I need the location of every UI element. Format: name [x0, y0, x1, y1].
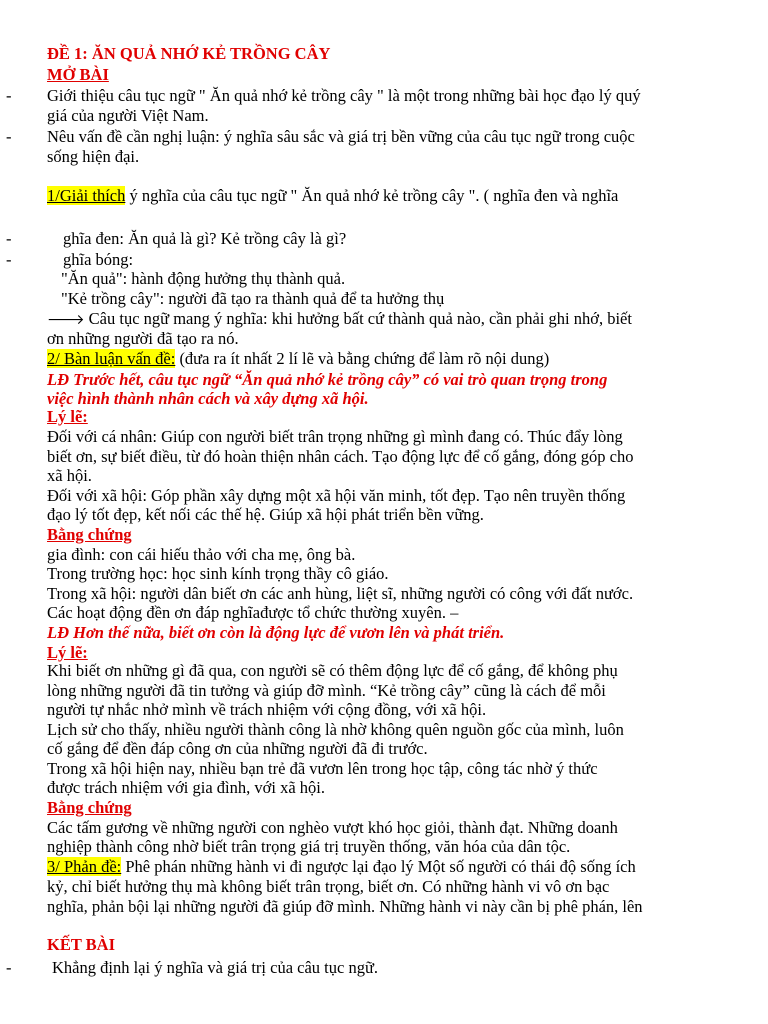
mo-bai-item-1-line-2: giá của người Việt Nam. — [47, 106, 209, 125]
ly-le-2-line: Lịch sử cho thấy, nhiều người thành công là nhờ không quên nguồn gốc của mình, luôn — [47, 720, 624, 739]
ban-luan-label: 2/ Bàn luận vấn đề: — [47, 349, 176, 368]
ly-le-heading: Lý lẽ: — [47, 643, 88, 662]
ban-luan-text: (đưa ra ít nhất 2 lí lẽ và bằng chứng để làm rõ nội dung) — [175, 349, 550, 368]
conclusion-line-2: ơn những người đã tạo ra nó. — [47, 329, 239, 348]
bullet-dash: - — [6, 958, 12, 977]
bang-chung-heading: Bằng chứng — [47, 798, 132, 817]
giai-thich-line — [47, 186, 618, 206]
bullet-dash: - — [6, 127, 12, 146]
mo-bai-item-2-line-2: sống hiện đại. — [47, 147, 140, 166]
bang-chung-2-line: Các tấm gương về những người con nghèo vượt khó học giỏi, thành đạt. Những doanh — [47, 818, 618, 837]
bang-chung-1-line: Trong xã hội: người dân biết ơn các anh hùng, liệt sĩ, những người có công với đất nước. — [47, 584, 634, 603]
luan-diem-2: LĐ Hơn thế nữa, biết ơn còn là động lực để vươn lên và phát triển. — [47, 623, 505, 642]
ket-bai-item: Khẳng định lại ý nghĩa và giá trị của câu tục ngữ. — [52, 958, 379, 977]
nghia-den: ghĩa đen: Ăn quả là gì? Kẻ trồng cây là gì? — [63, 229, 347, 248]
ket-bai-heading: KẾT BÀI — [47, 935, 116, 954]
arrow-right-icon: 🡒 — [47, 312, 85, 328]
an-qua-definition: "Ăn quả": hành động hưởng thụ thành quả. — [61, 269, 346, 288]
bang-chung-1-line: gia đình: con cái hiếu thảo với cha mẹ, ông bà. — [47, 545, 356, 564]
ly-le-2-line: được trách nhiệm với gia đình, với xã hội. — [47, 778, 325, 797]
bang-chung-1-line: Trong trường học: học sinh kính trọng thầy cô giáo. — [47, 564, 389, 583]
conclusion-text: Câu tục ngữ mang ý nghĩa: khi hưởng bất cứ thành quả nào, cần phải ghi nhớ, biết — [84, 309, 632, 328]
ly-le-1-line: đạo lý tốt đẹp, kết nối các thế hệ. Giúp xã hội phát triển bền vững. — [47, 505, 484, 524]
phan-de-line-3: nghĩa, phản bội lại những người đã giúp đỡ mình. Những hành vi này cần bị phê phán, lên — [47, 897, 643, 916]
bang-chung-heading: Bằng chứng — [47, 525, 132, 544]
bang-chung-1-line: Các hoạt động đền ơn đáp nghĩađược tổ chức thường xuyên. – — [47, 603, 459, 622]
bang-chung-2-line: nghiệp thành công nhờ biết trân trọng giá trị truyền thống, văn hóa của dân tộc. — [47, 837, 571, 856]
ban-luan-line — [47, 349, 549, 369]
ly-le-1-line: xã hội. — [47, 466, 92, 485]
ly-le-2-line: Trong xã hội hiện nay, nhiều bạn trẻ đã vươn lên trong học tập, công tác nhờ ý thức — [47, 759, 598, 778]
nghia-bong: ghĩa bóng: — [63, 250, 134, 269]
ly-le-1-line: Đối với xã hội: Góp phần xây dựng một xã hội văn minh, tốt đẹp. Tạo nên truyền thống — [47, 486, 626, 505]
ly-le-2-line: lòng những người đã tin tưởng và giúp đỡ mình. “Kẻ trồng cây” cũng là cách để mỗi — [47, 681, 606, 700]
phan-de-text: Phê phán những hành vi đi ngược lại đạo lý Một số người có thái độ sống ích — [121, 857, 636, 876]
mo-bai-item-1-line-1: Giới thiệu câu tục ngữ " Ăn quả nhớ kẻ trồng cây " là một trong những bài học đạo lý quý — [47, 86, 641, 105]
mo-bai-heading: MỞ BÀI — [47, 65, 109, 84]
document-title: ĐỀ 1: ĂN QUẢ NHỚ KẺ TRỒNG CÂY — [47, 44, 331, 63]
mo-bai-item-2-line-1: Nêu vấn đề cần nghị luận: ý nghĩa sâu sắc và giá trị bền vững của câu tục ngữ trong cuộc — [47, 127, 635, 146]
bullet-dash: - — [6, 86, 12, 105]
ke-trong-cay-definition: "Kẻ trồng cây": người đã tạo ra thành quả để ta hưởng thụ — [61, 289, 445, 308]
bullet-dash: - — [6, 250, 12, 269]
ly-le-2-line: Khi biết ơn những gì đã qua, con người sẽ có thêm động lực để cố gắng, để không phụ — [47, 661, 618, 680]
ly-le-1-line: Đối với cá nhân: Giúp con người biết trân trọng những gì mình đang có. Thúc đẩy lòng — [47, 427, 623, 446]
ly-le-heading: Lý lẽ: — [47, 407, 88, 426]
luan-diem-1-line-1: LĐ Trước hết, câu tục ngữ “Ăn quả nhớ kẻ trồng cây” có vai trò quan trọng trong — [47, 370, 608, 389]
conclusion-line-1 — [47, 309, 632, 330]
phan-de-line-2: kỷ, chỉ biết hưởng thụ mà không biết trân trọng, biết ơn. Có những hành vi vô ơn bạc — [47, 877, 610, 896]
phan-de-line-1 — [47, 857, 636, 877]
luan-diem-1-line-2: việc hình thành nhân cách và xây dựng xã hội. — [47, 389, 369, 408]
giai-thich-text: ý nghĩa của câu tục ngữ " Ăn quả nhớ kẻ trồng cây ". ( nghĩa đen và nghĩa — [125, 186, 619, 205]
phan-de-label: 3/ Phản đề: — [47, 857, 122, 876]
ly-le-2-line: cố gắng để đền đáp công ơn của những người đã đi trước. — [47, 739, 428, 758]
ly-le-2-line: người tự nhắc nhở mình về trách nhiệm với cộng đồng, với xã hội. — [47, 700, 487, 719]
giai-thich-label: 1/Giải thích — [47, 186, 126, 205]
ly-le-1-line: biết ơn, sự biết điều, từ đó hoàn thiện nhân cách. Tạo động lực để cố gắng, đóng góp cho — [47, 447, 634, 466]
bullet-dash: - — [6, 229, 12, 248]
